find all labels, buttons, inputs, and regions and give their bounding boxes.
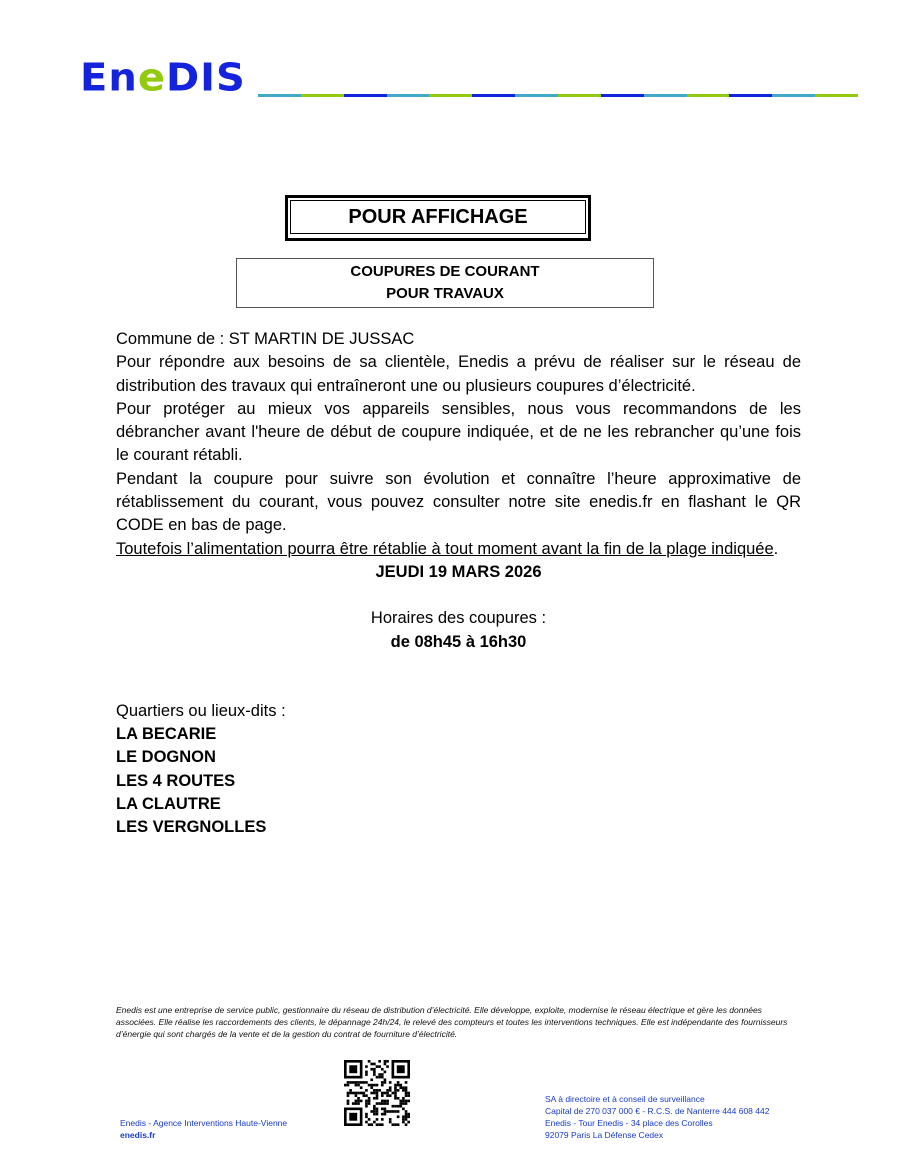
page-title: POUR AFFICHAGE [290, 200, 586, 234]
outage-date: JEUDI 19 MARS 2026 [375, 562, 542, 581]
paragraph-works: Pour répondre aux besoins de sa clientèle, Enedis a prévu de réaliser sur le réseau de distribution des travaux qui entraîneront une ou plusieurs coupures d’électricité. [116, 353, 801, 395]
hours-label: Horaires des coupures : [370, 609, 547, 628]
list-item: LES VERGNOLLES [116, 818, 267, 837]
commune-line: Commune de : ST MARTIN DE JUSSAC [116, 330, 415, 348]
qr-code-icon[interactable] [344, 1060, 410, 1126]
paragraph-tracking: Pendant la coupure pour suivre son évolution et connaître l’heure approximative de rétablissement du courant, vous pouvez consulter notre site enedis.fr en flashant le QR CODE en bas de page. [116, 469, 801, 535]
subtitle-line-1: COUPURES DE COURANT [350, 263, 540, 280]
list-item: LES 4 ROUTES [116, 771, 236, 790]
places-label: Quartiers ou lieux-dits : [116, 701, 286, 720]
enedis-logo: EneDIS [80, 56, 246, 100]
footer-agency [120, 1117, 287, 1141]
site-link[interactable]: enedis.fr [120, 1130, 156, 1140]
outage-hours: de 08h45 à 16h30 [390, 632, 527, 651]
title-frame [285, 195, 591, 241]
footer-company-info: SA à directoire et à conseil de surveillance Capital de 270 037 000 € - R.C.S. de Nanterre 444 608 442 Enedis - Tour Enedis - 34 place des Corolles 92079 Paris La Défense Cedex [545, 1094, 770, 1140]
legal-notice: Enedis est une entreprise de service public, gestionnaire du réseau de distribution d’électricité. Elle développe, exploite, modernise le réseau électrique et gère les données associées. Elle réalise les raccordements des clients, le dépannage 24h/24, le relevé des compteurs et toutes les interventions techniques. Elle est indépendante des fournisseurs d’énergie qui sont chargés de la vente et de la gestion du contrat de fourniture d’électricité. [116, 1005, 788, 1039]
notice-body [116, 328, 801, 840]
places-list [116, 723, 801, 839]
notice-underlined: Toutefois l’alimentation pourra être rétablie à tout moment avant la fin de la plage indiquée [116, 539, 774, 558]
subtitle-frame [236, 258, 654, 308]
header-divider [258, 94, 858, 97]
agency-name: Enedis - Agence Interventions Haute-Vienne [120, 1118, 288, 1128]
paragraph-protection: Pour protéger au mieux vos appareils sensibles, nous vous recommandons de les débrancher avant l'heure de début de coupure indiquée, et de ne les rebrancher qu’une fois le courant rétabli. [116, 399, 801, 465]
list-item: LE DOGNON [116, 748, 216, 767]
list-item: LA CLAUTRE [116, 795, 221, 814]
subtitle-line-2: POUR TRAVAUX [386, 285, 504, 302]
paragraph-notice: Toutefois l’alimentation pourra être rétablie à tout moment avant la fin de la plage indiquée. [116, 539, 779, 558]
list-item: LA BECARIE [116, 725, 217, 744]
